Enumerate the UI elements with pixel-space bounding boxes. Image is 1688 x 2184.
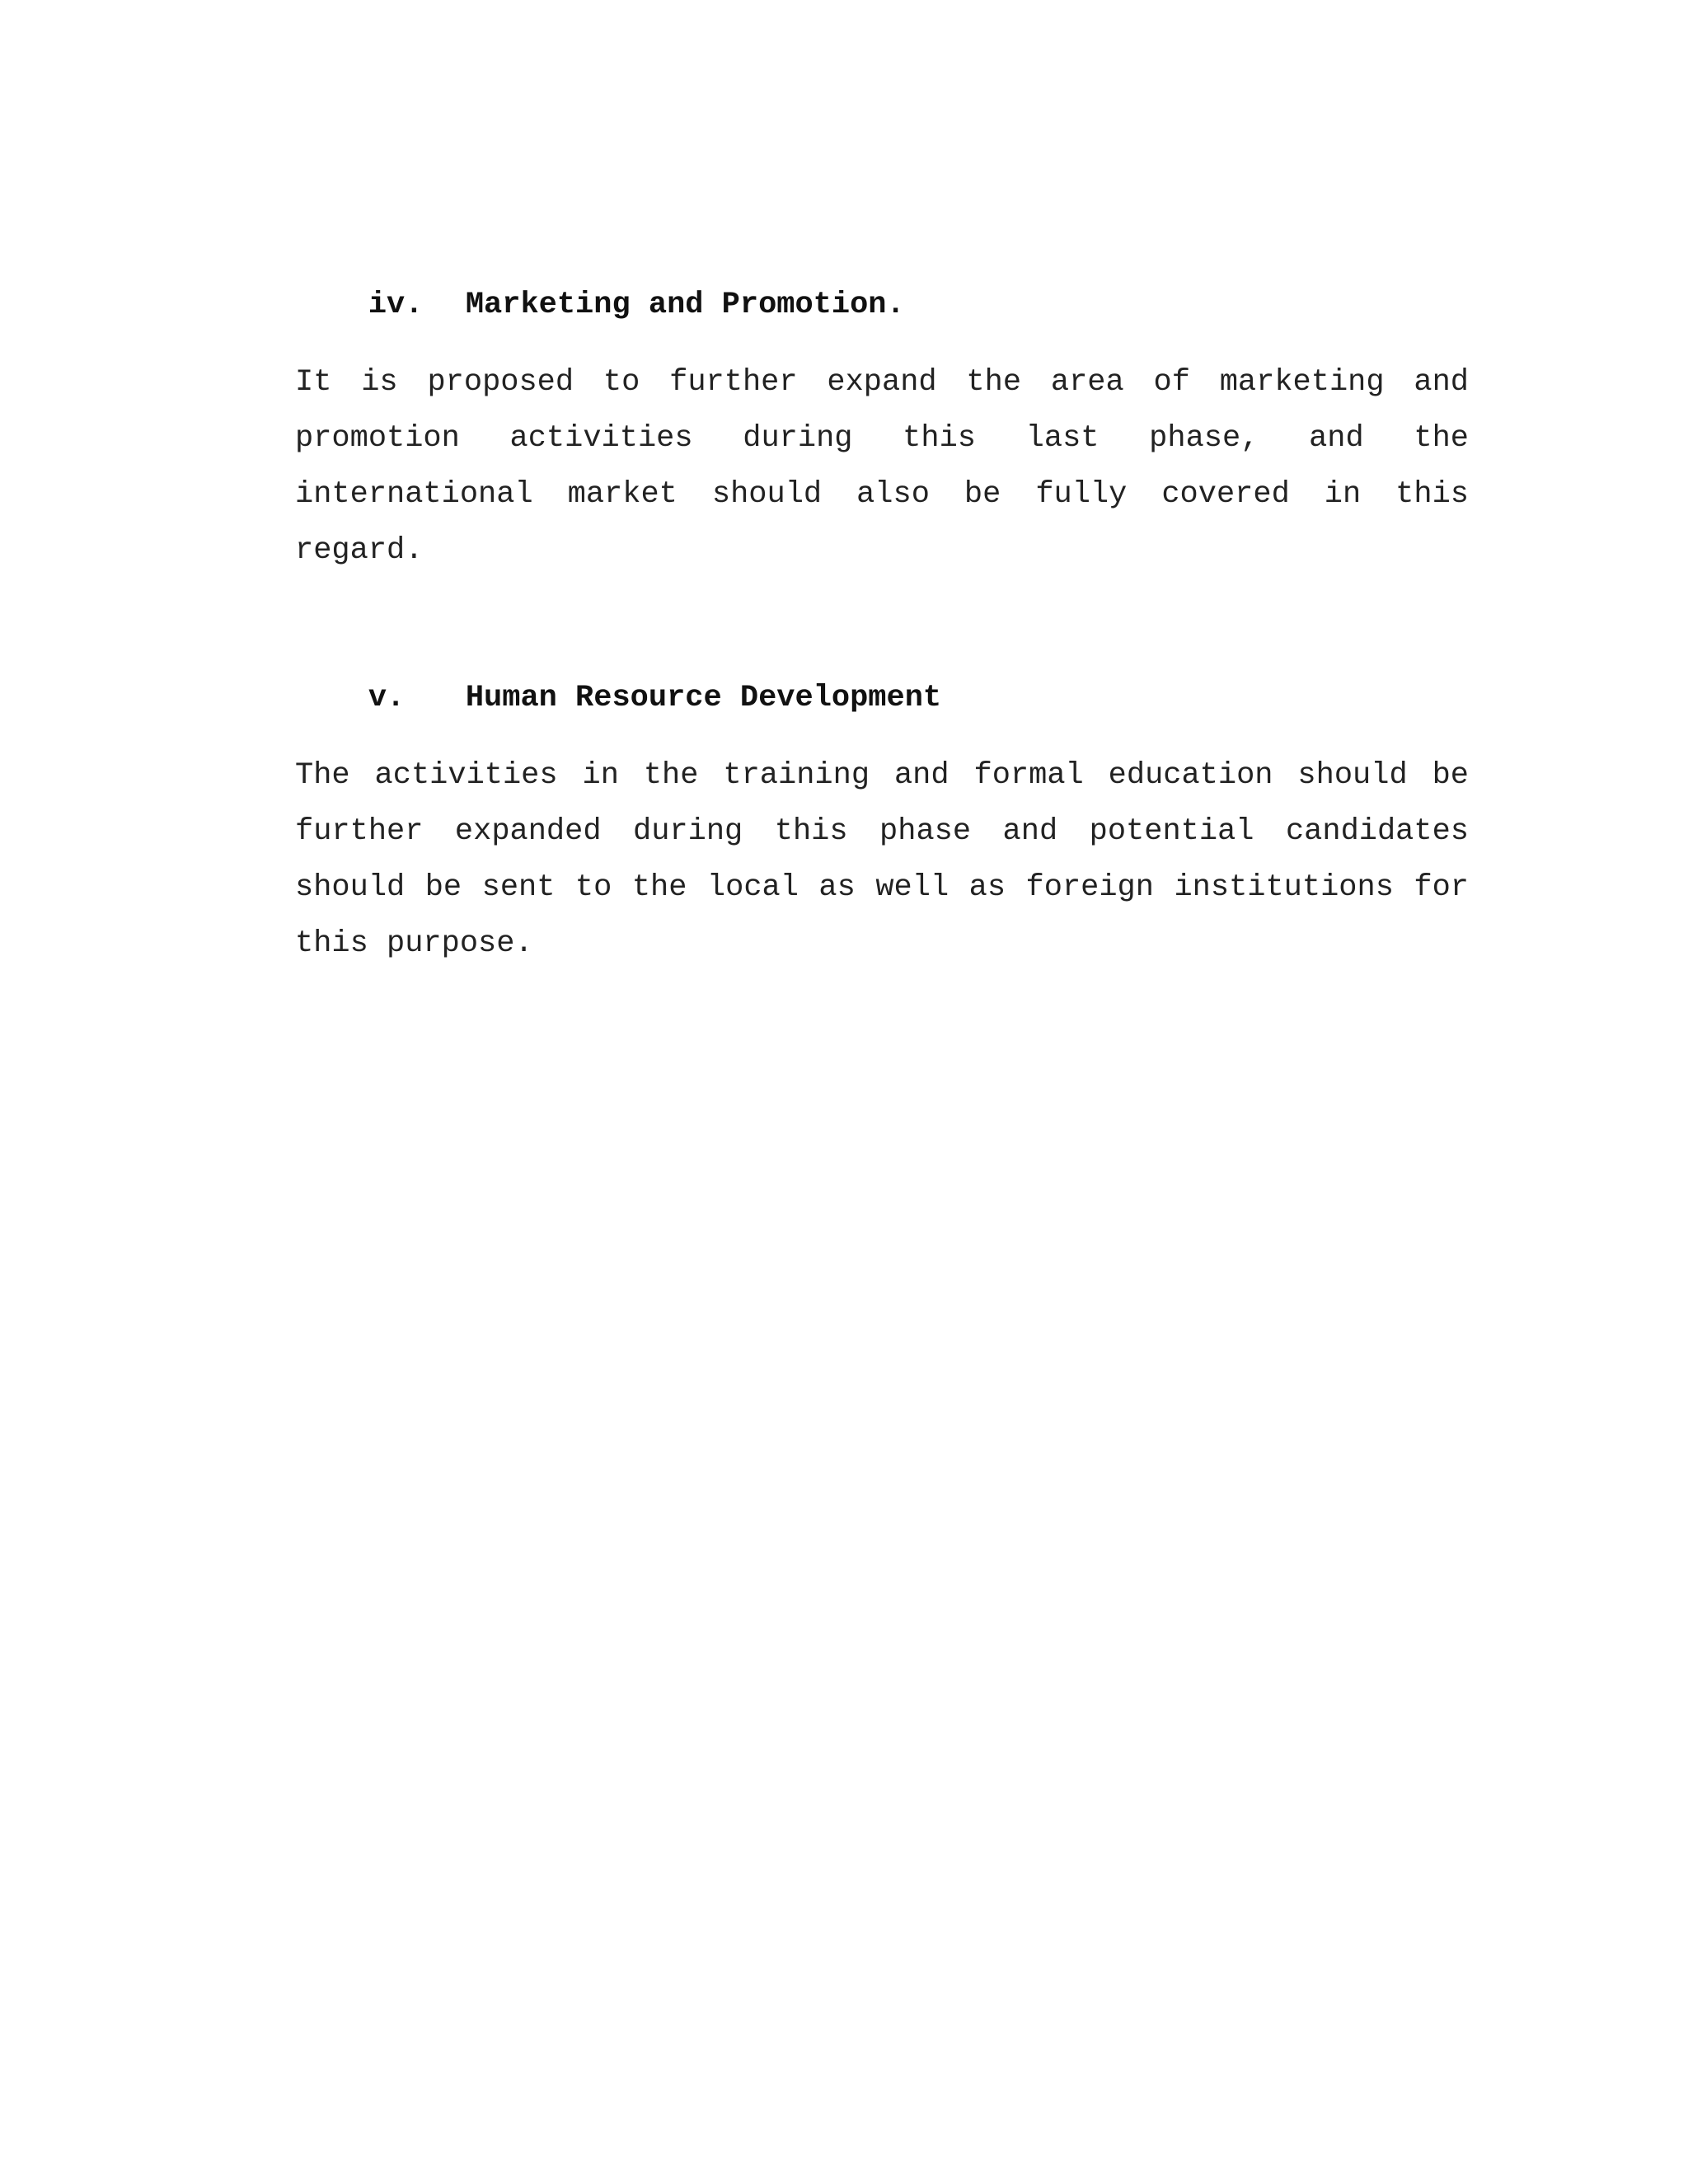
section-heading-marketing xyxy=(295,255,1469,322)
section-heading-hrd xyxy=(295,649,1469,715)
section-number: v. xyxy=(368,681,406,715)
section-paragraph-marketing: It is proposed to further expand the area of marketing and promotion activities during this last phase, and the international market should also be fully covered in this regard. xyxy=(295,365,1469,568)
section-number: iv. xyxy=(368,288,424,322)
section-paragraph-hrd: The activities in the training and formal education should be further expanded during this phase and potential candidates should be sent to the local as well as foreign institutions for this purpose. xyxy=(295,758,1469,961)
section-title: Human Resource Development xyxy=(465,681,942,715)
section-title: Marketing and Promotion. xyxy=(465,288,905,322)
